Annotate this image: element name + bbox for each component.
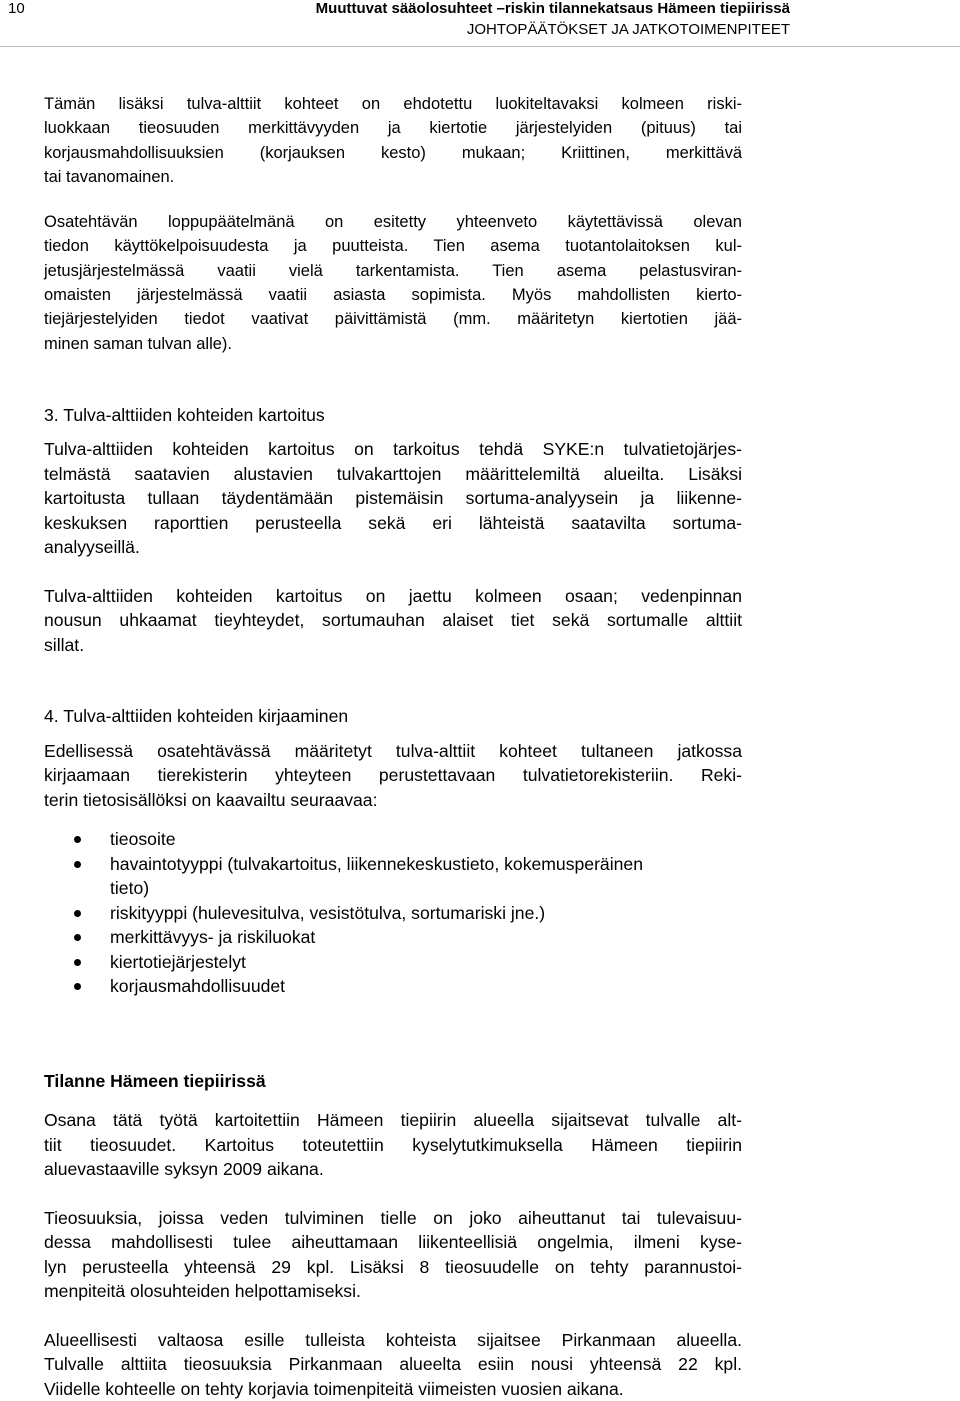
bullet-icon [74,861,81,868]
paragraph-line: Alueellisesti valtaosa esille tulleista kohteista sijaitsee Pirkanmaan alueella. [44,1329,742,1350]
paragraph-line: Osatehtävän loppupäätelmänä on esitetty yhteenveto käytettävissä olevan [44,213,742,232]
paragraph-line: keskuksen raporttien perusteella sekä eri lähteistä saatavilta sortuma- [44,512,742,533]
paragraph-line: Viidelle kohteelle on tehty korjavia toimenpiteitä viimeisten vuosien aikana. [44,1378,624,1399]
situation-heading: Tilanne Hämeen tiepiirissä [44,1070,266,1091]
list-item-text: merkittävyys- ja riskiluokat [110,927,316,948]
list-item [44,925,742,950]
intro-paragraph-2 [44,210,742,356]
paragraph-line: dessa mahdollisesti tulee aiheuttamaan liikenteellisiä ongelmia, ilmeni kyse- [44,1232,742,1253]
list-item-text: kiertotiejärjestelyt [110,951,246,972]
paragraph-line: Edellisessä osatehtävässä määritetyt tulva-alttiit kohteet tultaneen jatkossa [44,740,742,761]
paragraph-line: kirjaamaan tierekisterin yhteyteen perustettavaan tulvatietorekisteriin. Reki- [44,765,742,786]
situation-paragraph-1 [44,1108,742,1182]
bullet-icon [74,836,81,843]
paragraph-line: analyyseillä. [44,537,140,558]
bullet-icon [74,910,81,917]
paragraph-line: Osana tätä työtä kartoitettiin Hämeen tiepiirin alueella sijaitsevat tulvalle alt- [44,1110,742,1131]
paragraph-line: telmästä saatavien alustavien tulvakarttojen määrittelemiltä alueilta. Lisäksi [44,463,742,484]
paragraph-line: terin tietosisällöksi on kaavailtu seuraavaa: [44,789,378,810]
paragraph-line: Tulvalle alttiita tieosuuksia Pirkanmaan alueelta esiin nousi yhteensä 22 kpl. [44,1354,742,1375]
paragraph-line: tiedon käyttökelpoisuudesta ja puutteista. Tien asema tuotantolaitoksen kul- [44,237,742,256]
bullet-icon [74,959,81,966]
section-3-paragraph-2 [44,584,742,658]
list-item-text: riskityyppi (hulevesitulva, vesistötulva, sortumariski jne.) [110,902,546,923]
paragraph-line: minen saman tulvan alle). [44,334,233,353]
paragraph-line: nousun uhkaamat tieyhteydet, sortumauhan alaiset tiet sekä sortumalle alttiit [44,610,742,631]
paragraph-line: Tulva-alttiiden kohteiden kartoitus on tarkoitus tehdä SYKE:n tulvatietojärjes- [44,439,742,460]
bullet-icon [74,934,81,941]
paragraph-line: jetusjärjestelmässä vaatii vielä tarkentamista. Tien asema pelastusviran- [44,261,742,280]
bullet-icon [74,983,81,990]
situation-paragraph-2 [44,1206,742,1304]
list-item-text: tieto) [110,878,150,899]
list-item [44,827,742,852]
paragraph-line: tai tavanomainen. [44,167,175,186]
list-item-text: havaintotyyppi (tulvakartoitus, liikennekeskustieto, kokemusperäinen [110,853,643,874]
paragraph-line: sillat. [44,634,85,655]
page-body [44,92,742,1401]
section-3-heading: 3. Tulva-alttiiden kohteiden kartoitus [44,404,325,425]
list-item [44,901,742,926]
paragraph-line: luokkaan tieosuuden merkittävyyden ja kiertotie järjestelyiden (pituus) tai [44,119,742,138]
list-item [44,852,742,901]
section-4-paragraph-1 [44,739,742,813]
running-header-subtitle: JOHTOPÄÄTÖKSET JA JATKOTOIMENPITEET [466,21,790,38]
running-header-title: Muuttuvat sääolosuhteet –riskin tilannekatsaus Hämeen tiepiirissä [315,0,790,17]
register-content-list [44,827,742,999]
paragraph-line: tiejärjestelyiden tiedot vaativat päivittämistä (mm. määritetyn kiertotien jää- [44,310,742,329]
paragraph-line: Tämän lisäksi tulva-alttiit kohteet on ehdotettu luokiteltavaksi kolmeen riski- [44,95,742,113]
header-divider [0,46,960,47]
paragraph-line: menpiteitä olosuhteiden helpottamiseksi. [44,1281,361,1302]
intro-paragraph-1 [44,92,742,189]
paragraph-line: omaisten järjestelmässä vaatii asiasta sopimista. Myös mahdollisten kierto- [44,286,742,305]
list-item [44,974,742,999]
paragraph-line: kartoitusta tullaan täydentämään pistemäisin sortuma-analyysein ja liikenne- [44,488,742,509]
page-number: 10 [8,0,25,17]
paragraph-line: Tieosuuksia, joissa veden tulviminen tielle on joko aiheuttanut tai tulevaisuu- [44,1207,742,1228]
list-item [44,950,742,975]
paragraph-line: aluevastaaville syksyn 2009 aikana. [44,1159,324,1180]
paragraph-line: Tulva-alttiiden kohteiden kartoitus on jaettu kolmeen osaan; vedenpinnan [44,585,742,606]
situation-paragraph-3 [44,1328,742,1401]
paragraph-line: tiit tieosuudet. Kartoitus toteutettiin kyselytutkimuksella Hämeen tiepiirin [44,1134,742,1155]
paragraph-line: korjausmahdollisuuksien (korjauksen kesto) mukaan; Kriittinen, merkittävä [44,143,742,162]
paragraph-line: lyn perusteella yhteensä 29 kpl. Lisäksi 8 tieosuudelle on tehty parannustoi- [44,1256,742,1277]
list-item-text: tieosoite [110,829,176,850]
list-item-text: korjausmahdollisuudet [110,976,286,997]
section-4-heading: 4. Tulva-alttiiden kohteiden kirjaaminen [44,706,349,727]
section-3-paragraph-1 [44,437,742,560]
